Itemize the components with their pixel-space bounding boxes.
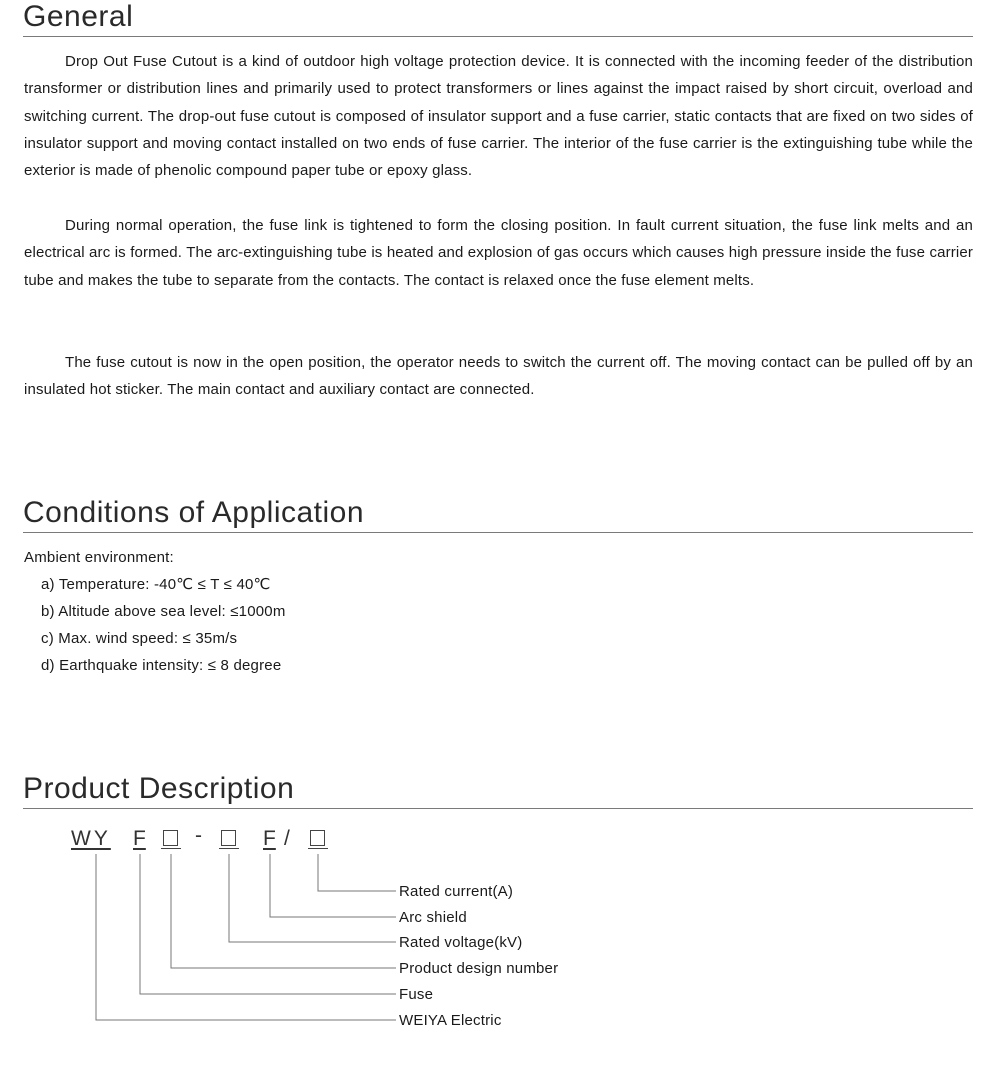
condition-item: b) Altitude above sea level: ≤1000m [41, 603, 286, 620]
general-paragraph-1: Drop Out Fuse Cutout is a kind of outdoor high voltage protection device. It is connected with the incoming feeder of the distribution transformer or distribution lines and primarily used to protect transformers or lines against the impact raised by short circuit, overload and switching current. The drop-out fuse cutout is composed of insulator support and a fuse carrier, static contacts that are fixed on two sides of insulator support and moving contact installed on two ends of fuse carrier. The interior of the fuse carrier is the extinguishing tube while the exterior is made of phenolic compound paper tube or epoxy glass. [24, 53, 973, 180]
leader-rated-current [318, 854, 396, 891]
code-slash: / [284, 827, 290, 850]
code-dash: - [195, 824, 202, 847]
conditions-intro: Ambient environment: [24, 549, 174, 566]
legend-rated-voltage: Rated voltage(kV) [399, 934, 523, 951]
legend-design-number: Product design number [399, 960, 559, 977]
code-arc-shield-f: F [263, 827, 276, 850]
code-fuse-f: F [133, 827, 146, 850]
general-paragraph-3: The fuse cutout is now in the open position, the operator needs to switch the current off. The moving contact can be pulled off by an insulated hot sticker. The main contact and auxiliary contact are connected. [24, 354, 973, 399]
legend-arc-shield: Arc shield [399, 909, 467, 926]
leader-design-number [171, 854, 396, 968]
general-heading: General [23, 0, 134, 33]
leader-rated-voltage [229, 854, 396, 942]
general-paragraph-2: During normal operation, the fuse link is tightened to form the closing position. In fault current situation, the fuse link melts and an electrical arc is formed. The arc-extinguishing tube is heated and explosion of gas occurs which causes high pressure inside the fuse carrier tube and makes the tube to separate from the contacts. The contact is relaxed once the fuse element melts. [24, 217, 973, 289]
legend-weiya-electric: WEIYA Electric [399, 1012, 502, 1029]
condition-item: d) Earthquake intensity: ≤ 8 degree [41, 657, 282, 674]
leader-weiya [96, 854, 396, 1020]
legend-rated-current: Rated current(A) [399, 883, 514, 900]
leader-fuse [140, 854, 396, 994]
legend-fuse: Fuse [399, 986, 434, 1003]
code-wy: WY [71, 827, 111, 850]
condition-item: a) Temperature: -40℃ ≤ T ≤ 40℃ [41, 576, 271, 593]
product-heading: Product Description [23, 772, 295, 805]
condition-item: c) Max. wind speed: ≤ 35m/s [41, 630, 238, 647]
leader-arc-shield [270, 854, 396, 917]
conditions-heading: Conditions of Application [23, 496, 365, 529]
